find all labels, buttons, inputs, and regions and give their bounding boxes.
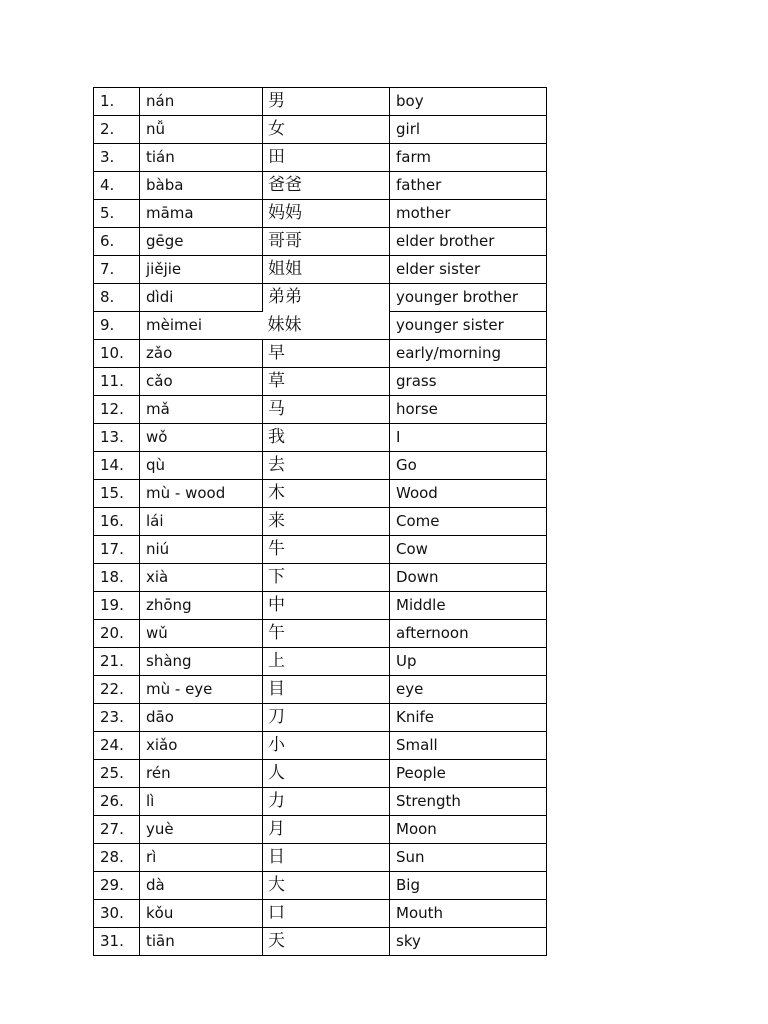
hanzi-cell: 下 xyxy=(263,564,390,592)
english-cell: horse xyxy=(390,396,547,424)
row-number: 14. xyxy=(94,452,140,480)
english-cell: Cow xyxy=(390,536,547,564)
pinyin-cell: māma xyxy=(140,200,263,228)
row-number: 24. xyxy=(94,732,140,760)
row-number: 1. xyxy=(94,88,140,116)
row-number: 19. xyxy=(94,592,140,620)
english-cell: I xyxy=(390,424,547,452)
vocab-row xyxy=(94,424,547,452)
vocab-row xyxy=(94,900,547,928)
hanzi-cell: 哥哥 xyxy=(263,228,390,256)
hanzi-cell: 牛 xyxy=(263,536,390,564)
hanzi-cell: 妹妹 xyxy=(263,312,390,340)
pinyin-cell: tián xyxy=(140,144,263,172)
pinyin-cell: jiějie xyxy=(140,256,263,284)
row-number: 16. xyxy=(94,508,140,536)
english-cell: boy xyxy=(390,88,547,116)
hanzi-cell: 木 xyxy=(263,480,390,508)
hanzi-cell: 去 xyxy=(263,452,390,480)
hanzi-cell: 目 xyxy=(263,676,390,704)
pinyin-cell: lì xyxy=(140,788,263,816)
english-cell: younger brother xyxy=(390,284,547,312)
vocabulary-table-body xyxy=(94,88,547,956)
english-cell: mother xyxy=(390,200,547,228)
row-number: 8. xyxy=(94,284,140,312)
hanzi-cell: 上 xyxy=(263,648,390,676)
english-cell: sky xyxy=(390,928,547,956)
hanzi-cell: 草 xyxy=(263,368,390,396)
row-number: 20. xyxy=(94,620,140,648)
english-cell: Small xyxy=(390,732,547,760)
row-number: 27. xyxy=(94,816,140,844)
vocab-row xyxy=(94,144,547,172)
row-number: 31. xyxy=(94,928,140,956)
hanzi-cell: 马 xyxy=(263,396,390,424)
pinyin-cell: wǔ xyxy=(140,620,263,648)
hanzi-cell: 中 xyxy=(263,592,390,620)
vocab-row xyxy=(94,172,547,200)
row-number: 2. xyxy=(94,116,140,144)
english-cell: Up xyxy=(390,648,547,676)
hanzi-cell: 月 xyxy=(263,816,390,844)
hanzi-cell: 妈妈 xyxy=(263,200,390,228)
english-cell: afternoon xyxy=(390,620,547,648)
pinyin-cell: rì xyxy=(140,844,263,872)
vocab-row xyxy=(94,928,547,956)
english-cell: Come xyxy=(390,508,547,536)
row-number: 6. xyxy=(94,228,140,256)
vocab-row xyxy=(94,284,547,312)
vocab-row xyxy=(94,648,547,676)
hanzi-cell: 男 xyxy=(263,88,390,116)
english-cell: early/morning xyxy=(390,340,547,368)
pinyin-cell: lái xyxy=(140,508,263,536)
vocab-row xyxy=(94,844,547,872)
hanzi-cell: 我 xyxy=(263,424,390,452)
vocab-row xyxy=(94,480,547,508)
row-number: 25. xyxy=(94,760,140,788)
vocabulary-table xyxy=(93,87,547,956)
row-number: 26. xyxy=(94,788,140,816)
vocab-row xyxy=(94,788,547,816)
row-number: 11. xyxy=(94,368,140,396)
row-number: 29. xyxy=(94,872,140,900)
pinyin-cell: nán xyxy=(140,88,263,116)
english-cell: Knife xyxy=(390,704,547,732)
english-cell: father xyxy=(390,172,547,200)
vocab-row xyxy=(94,620,547,648)
english-cell: People xyxy=(390,760,547,788)
hanzi-cell: 大 xyxy=(263,872,390,900)
pinyin-cell: bàba xyxy=(140,172,263,200)
pinyin-cell: nǚ xyxy=(140,116,263,144)
pinyin-cell: zǎo xyxy=(140,340,263,368)
pinyin-cell: dìdi xyxy=(140,284,263,312)
pinyin-cell: niú xyxy=(140,536,263,564)
vocab-row xyxy=(94,676,547,704)
row-number: 4. xyxy=(94,172,140,200)
vocab-row xyxy=(94,88,547,116)
vocab-row xyxy=(94,200,547,228)
vocab-row xyxy=(94,872,547,900)
row-number: 15. xyxy=(94,480,140,508)
row-number: 17. xyxy=(94,536,140,564)
english-cell: grass xyxy=(390,368,547,396)
hanzi-cell: 爸爸 xyxy=(263,172,390,200)
pinyin-cell: tiān xyxy=(140,928,263,956)
row-number: 13. xyxy=(94,424,140,452)
row-number: 23. xyxy=(94,704,140,732)
hanzi-cell: 弟弟 xyxy=(263,284,390,312)
pinyin-cell: mù - eye xyxy=(140,676,263,704)
english-cell: farm xyxy=(390,144,547,172)
english-cell: Strength xyxy=(390,788,547,816)
pinyin-cell: qù xyxy=(140,452,263,480)
hanzi-cell: 田 xyxy=(263,144,390,172)
vocab-row xyxy=(94,536,547,564)
row-number: 12. xyxy=(94,396,140,424)
english-cell: Sun xyxy=(390,844,547,872)
english-cell: Wood xyxy=(390,480,547,508)
row-number: 18. xyxy=(94,564,140,592)
english-cell: Go xyxy=(390,452,547,480)
english-cell: eye xyxy=(390,676,547,704)
english-cell: Mouth xyxy=(390,900,547,928)
hanzi-cell: 午 xyxy=(263,620,390,648)
hanzi-cell: 刀 xyxy=(263,704,390,732)
pinyin-cell: cǎo xyxy=(140,368,263,396)
vocab-row xyxy=(94,760,547,788)
row-number: 5. xyxy=(94,200,140,228)
vocab-row xyxy=(94,508,547,536)
english-cell: Moon xyxy=(390,816,547,844)
vocab-row xyxy=(94,312,547,340)
vocab-row xyxy=(94,732,547,760)
vocab-row xyxy=(94,396,547,424)
english-cell: elder brother xyxy=(390,228,547,256)
vocab-row xyxy=(94,564,547,592)
vocab-row xyxy=(94,704,547,732)
hanzi-cell: 早 xyxy=(263,340,390,368)
row-number: 9. xyxy=(94,312,140,340)
row-number: 3. xyxy=(94,144,140,172)
pinyin-cell: xià xyxy=(140,564,263,592)
english-cell: girl xyxy=(390,116,547,144)
pinyin-cell: dāo xyxy=(140,704,263,732)
row-number: 30. xyxy=(94,900,140,928)
pinyin-cell: wǒ xyxy=(140,424,263,452)
row-number: 28. xyxy=(94,844,140,872)
english-cell: Middle xyxy=(390,592,547,620)
vocab-row xyxy=(94,816,547,844)
row-number: 7. xyxy=(94,256,140,284)
row-number: 22. xyxy=(94,676,140,704)
vocab-row xyxy=(94,340,547,368)
vocab-row xyxy=(94,116,547,144)
english-cell: Down xyxy=(390,564,547,592)
vocab-row xyxy=(94,228,547,256)
english-cell: younger sister xyxy=(390,312,547,340)
english-cell: elder sister xyxy=(390,256,547,284)
pinyin-cell: xiǎo xyxy=(140,732,263,760)
pinyin-cell: gēge xyxy=(140,228,263,256)
english-cell: Big xyxy=(390,872,547,900)
hanzi-cell: 女 xyxy=(263,116,390,144)
pinyin-cell: rén xyxy=(140,760,263,788)
row-number: 10. xyxy=(94,340,140,368)
pinyin-cell: yuè xyxy=(140,816,263,844)
pinyin-cell: mù - wood xyxy=(140,480,263,508)
hanzi-cell: 来 xyxy=(263,508,390,536)
pinyin-cell: mǎ xyxy=(140,396,263,424)
row-number: 21. xyxy=(94,648,140,676)
hanzi-cell: 力 xyxy=(263,788,390,816)
hanzi-cell: 日 xyxy=(263,844,390,872)
pinyin-cell: shàng xyxy=(140,648,263,676)
vocab-row xyxy=(94,368,547,396)
pinyin-cell: dà xyxy=(140,872,263,900)
pinyin-cell: zhōng xyxy=(140,592,263,620)
hanzi-cell: 口 xyxy=(263,900,390,928)
hanzi-cell: 小 xyxy=(263,732,390,760)
pinyin-cell: kǒu xyxy=(140,900,263,928)
vocab-row xyxy=(94,452,547,480)
hanzi-cell: 天 xyxy=(263,928,390,956)
vocab-row xyxy=(94,592,547,620)
pinyin-cell: mèimei xyxy=(140,312,263,340)
vocab-row xyxy=(94,256,547,284)
hanzi-cell: 人 xyxy=(263,760,390,788)
hanzi-cell: 姐姐 xyxy=(263,256,390,284)
